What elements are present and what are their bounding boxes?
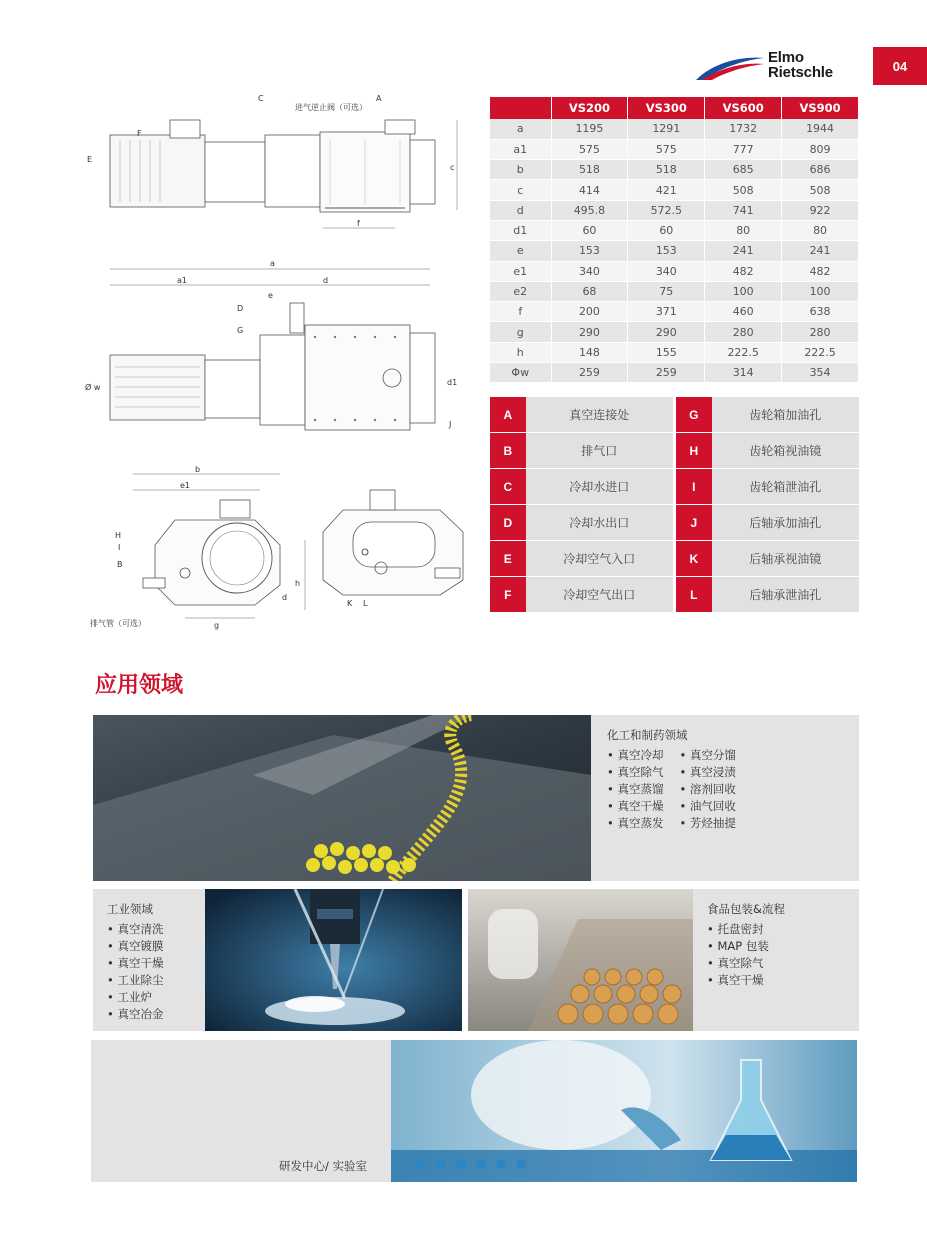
legend-label: 冷却水进口 bbox=[526, 469, 673, 504]
exhaust-pipe-label: 排气管（可选） bbox=[90, 619, 146, 628]
dim-d1-label: d1 bbox=[447, 378, 458, 387]
photo-food-production bbox=[468, 889, 693, 1031]
legend-label: 冷却水出口 bbox=[526, 505, 673, 540]
spec-value-cell: 495.8 bbox=[551, 200, 628, 220]
label-I: I bbox=[118, 543, 121, 552]
spec-value-cell: 685 bbox=[705, 160, 782, 180]
spec-value-cell: 80 bbox=[782, 220, 859, 240]
logo-swoosh-icon bbox=[694, 56, 766, 82]
spec-value-cell: 259 bbox=[551, 363, 628, 383]
spec-value-cell: 153 bbox=[628, 241, 705, 261]
spec-value-cell: 482 bbox=[782, 261, 859, 281]
spec-value-cell: 460 bbox=[705, 302, 782, 322]
spec-dim-cell: f bbox=[490, 302, 551, 322]
spec-value-cell: 241 bbox=[705, 241, 782, 261]
spec-header-cell: VS900 bbox=[782, 97, 859, 119]
spec-header-cell: VS300 bbox=[628, 97, 705, 119]
list-item: • 真空除气 bbox=[707, 956, 764, 970]
list-item: • MAP 包装 bbox=[707, 939, 769, 953]
legend-key: F bbox=[490, 577, 526, 612]
label-F: F bbox=[137, 129, 142, 138]
spec-table bbox=[490, 97, 859, 383]
page-number: 04 bbox=[873, 47, 927, 85]
spec-header-cell: VS600 bbox=[705, 97, 782, 119]
spec-value-cell: 280 bbox=[782, 322, 859, 342]
spec-value-cell: 1732 bbox=[705, 119, 782, 139]
legend-key: L bbox=[676, 577, 712, 612]
legend-row bbox=[490, 397, 859, 432]
photo-machining-coolant bbox=[205, 889, 462, 1031]
legend-key: C bbox=[490, 469, 526, 504]
legend-label: 冷却空气入口 bbox=[526, 541, 673, 576]
spec-value-cell: 414 bbox=[551, 180, 628, 200]
spec-value-cell: 518 bbox=[628, 160, 705, 180]
list-item: • 真空镀膜 bbox=[107, 939, 164, 953]
spec-value-cell: 572.5 bbox=[628, 200, 705, 220]
photo-pharma-conveyor bbox=[93, 715, 591, 881]
spec-row bbox=[490, 200, 859, 220]
spec-value-cell: 60 bbox=[628, 220, 705, 240]
list-item: • 溶剂回收 bbox=[679, 782, 736, 796]
spec-value-cell: 222.5 bbox=[782, 342, 859, 362]
legend-label: 齿轮箱泄油孔 bbox=[712, 469, 859, 504]
spec-value-cell: 241 bbox=[782, 241, 859, 261]
legend-row bbox=[490, 505, 859, 540]
dim-d-front-label: d bbox=[282, 593, 288, 602]
label-H: H bbox=[115, 531, 122, 540]
spec-row bbox=[490, 160, 859, 180]
spec-dim-cell: g bbox=[490, 322, 551, 342]
list-item: • 真空除气 bbox=[607, 765, 664, 779]
spec-value-cell: 340 bbox=[628, 261, 705, 281]
list-item: • 真空清洗 bbox=[107, 922, 164, 936]
photo-laboratory bbox=[391, 1040, 857, 1182]
spec-header-cell bbox=[490, 97, 551, 119]
spec-dim-cell: e2 bbox=[490, 281, 551, 301]
list-item: • 真空分馏 bbox=[679, 748, 736, 762]
section-title: 应用领域 bbox=[95, 673, 184, 698]
list-item: • 真空干燥 bbox=[707, 973, 764, 987]
legend-label: 后轴承泄油孔 bbox=[712, 577, 859, 612]
dim-e1-label: e1 bbox=[180, 481, 191, 490]
spec-value-cell: 508 bbox=[782, 180, 859, 200]
spec-value-cell: 60 bbox=[551, 220, 628, 240]
spec-value-cell: 290 bbox=[551, 322, 628, 342]
dim-c-label: c bbox=[450, 163, 455, 172]
legend-key: K bbox=[676, 541, 712, 576]
list-item: • 真空浸渍 bbox=[679, 765, 736, 779]
spec-value-cell: 155 bbox=[628, 342, 705, 362]
spec-value-cell: 371 bbox=[628, 302, 705, 322]
spec-dim-cell: c bbox=[490, 180, 551, 200]
label-L: L bbox=[363, 599, 368, 608]
label-G: G bbox=[237, 326, 244, 335]
dim-b-label: b bbox=[195, 465, 201, 474]
spec-value-cell: 482 bbox=[705, 261, 782, 281]
panel-food bbox=[693, 889, 859, 1031]
food-title: 食品包装&流程 bbox=[707, 902, 785, 916]
list-item: • 真空蒸发 bbox=[607, 816, 664, 830]
label-E: E bbox=[87, 155, 93, 164]
inlet-check-valve-label: 进气逆止阀（可选） bbox=[295, 103, 367, 112]
list-item: • 真空冶金 bbox=[107, 1007, 164, 1021]
legend-label: 排气口 bbox=[526, 433, 673, 468]
legend-label: 冷却空气出口 bbox=[526, 577, 673, 612]
spec-value-cell: 100 bbox=[782, 281, 859, 301]
spec-row bbox=[490, 322, 859, 342]
spec-row bbox=[490, 241, 859, 261]
list-item: • 工业除尘 bbox=[107, 973, 164, 987]
label-B: B bbox=[117, 560, 123, 569]
label-D: D bbox=[237, 304, 244, 313]
spec-value-cell: 1195 bbox=[551, 119, 628, 139]
list-item: • 真空干燥 bbox=[607, 799, 664, 813]
spec-header-row bbox=[490, 97, 859, 119]
label-A: A bbox=[376, 94, 382, 103]
list-item: • 芳烃抽提 bbox=[679, 816, 736, 830]
spec-dim-cell: a1 bbox=[490, 139, 551, 159]
list-item: • 真空冷却 bbox=[607, 748, 664, 762]
legend-row bbox=[490, 541, 859, 576]
panel-chemical bbox=[591, 715, 859, 881]
spec-row bbox=[490, 220, 859, 240]
spec-value-cell: 314 bbox=[705, 363, 782, 383]
spec-value-cell: 68 bbox=[551, 281, 628, 301]
legend-label: 齿轮箱加油孔 bbox=[712, 397, 859, 432]
spec-value-cell: 340 bbox=[551, 261, 628, 281]
spec-row bbox=[490, 180, 859, 200]
spec-dim-cell: e bbox=[490, 241, 551, 261]
spec-value-cell: 100 bbox=[705, 281, 782, 301]
spec-dim-cell: a bbox=[490, 119, 551, 139]
spec-row bbox=[490, 261, 859, 281]
spec-value-cell: 508 bbox=[705, 180, 782, 200]
spec-value-cell: 686 bbox=[782, 160, 859, 180]
drawing-top-view bbox=[85, 255, 470, 435]
spec-row bbox=[490, 342, 859, 362]
spec-value-cell: 222.5 bbox=[705, 342, 782, 362]
label-C: C bbox=[258, 94, 264, 103]
spec-dim-cell: d bbox=[490, 200, 551, 220]
legend-row bbox=[490, 469, 859, 504]
spec-value-cell: 1944 bbox=[782, 119, 859, 139]
legend-row bbox=[490, 577, 859, 612]
spec-value-cell: 922 bbox=[782, 200, 859, 220]
lab-title: 研发中心/ 实验室 bbox=[279, 1159, 368, 1173]
panel-industrial bbox=[93, 889, 205, 1031]
list-item: • 托盘密封 bbox=[707, 922, 764, 936]
list-item: • 工业炉 bbox=[107, 990, 152, 1004]
spec-value-cell: 777 bbox=[705, 139, 782, 159]
dim-g-label: g bbox=[214, 621, 220, 630]
spec-row bbox=[490, 119, 859, 139]
dim-f-label: f bbox=[357, 219, 360, 228]
panel-lab bbox=[91, 1040, 391, 1182]
legend-label: 后轴承加油孔 bbox=[712, 505, 859, 540]
drawing-side-view bbox=[85, 90, 470, 240]
spec-value-cell: 280 bbox=[705, 322, 782, 342]
spec-dim-cell: b bbox=[490, 160, 551, 180]
dim-a-label: a bbox=[270, 259, 275, 268]
spec-dim-cell: h bbox=[490, 342, 551, 362]
dim-h-label: h bbox=[295, 579, 301, 588]
spec-value-cell: 809 bbox=[782, 139, 859, 159]
spec-row bbox=[490, 281, 859, 301]
legend-label: 后轴承视油镜 bbox=[712, 541, 859, 576]
dim-w-label: Ø w bbox=[85, 383, 101, 392]
legend-key: J bbox=[676, 505, 712, 540]
spec-value-cell: 153 bbox=[551, 241, 628, 261]
spec-value-cell: 741 bbox=[705, 200, 782, 220]
spec-value-cell: 354 bbox=[782, 363, 859, 383]
spec-value-cell: 80 bbox=[705, 220, 782, 240]
industrial-title: 工业领域 bbox=[107, 902, 153, 916]
spec-dim-cell: Φw bbox=[490, 363, 551, 383]
dim-d-label: d bbox=[323, 276, 329, 285]
legend-key: B bbox=[490, 433, 526, 468]
spec-header-cell: VS200 bbox=[551, 97, 628, 119]
spec-value-cell: 1291 bbox=[628, 119, 705, 139]
legend-table bbox=[490, 397, 859, 613]
legend-label: 真空连接处 bbox=[526, 397, 673, 432]
legend-key: E bbox=[490, 541, 526, 576]
spec-value-cell: 148 bbox=[551, 342, 628, 362]
list-item: • 真空蒸馏 bbox=[607, 782, 664, 796]
spec-value-cell: 259 bbox=[628, 363, 705, 383]
legend-key: D bbox=[490, 505, 526, 540]
spec-value-cell: 575 bbox=[551, 139, 628, 159]
spec-value-cell: 290 bbox=[628, 322, 705, 342]
drawing-front-views bbox=[85, 460, 470, 635]
legend-key: A bbox=[490, 397, 526, 432]
label-K: K bbox=[347, 599, 353, 608]
chemical-title: 化工和制药领域 bbox=[607, 728, 688, 742]
legend-row bbox=[490, 433, 859, 468]
spec-row bbox=[490, 139, 859, 159]
spec-value-cell: 575 bbox=[628, 139, 705, 159]
brand-name: Elmo Rietschle bbox=[768, 49, 833, 81]
spec-value-cell: 421 bbox=[628, 180, 705, 200]
spec-value-cell: 518 bbox=[551, 160, 628, 180]
spec-dim-cell: e1 bbox=[490, 261, 551, 281]
spec-dim-cell: d1 bbox=[490, 220, 551, 240]
spec-value-cell: 200 bbox=[551, 302, 628, 322]
legend-label: 齿轮箱视油镜 bbox=[712, 433, 859, 468]
dim-a1-label: a1 bbox=[177, 276, 187, 285]
spec-row bbox=[490, 363, 859, 383]
label-J: J bbox=[449, 420, 452, 429]
brand-logo bbox=[694, 50, 864, 86]
spec-row bbox=[490, 302, 859, 322]
legend-key: I bbox=[676, 469, 712, 504]
list-item: • 油气回收 bbox=[679, 799, 736, 813]
spec-value-cell: 638 bbox=[782, 302, 859, 322]
dim-e-label: e bbox=[268, 291, 273, 300]
legend-key: H bbox=[676, 433, 712, 468]
list-item: • 真空干燥 bbox=[107, 956, 164, 970]
spec-value-cell: 75 bbox=[628, 281, 705, 301]
legend-key: G bbox=[676, 397, 712, 432]
